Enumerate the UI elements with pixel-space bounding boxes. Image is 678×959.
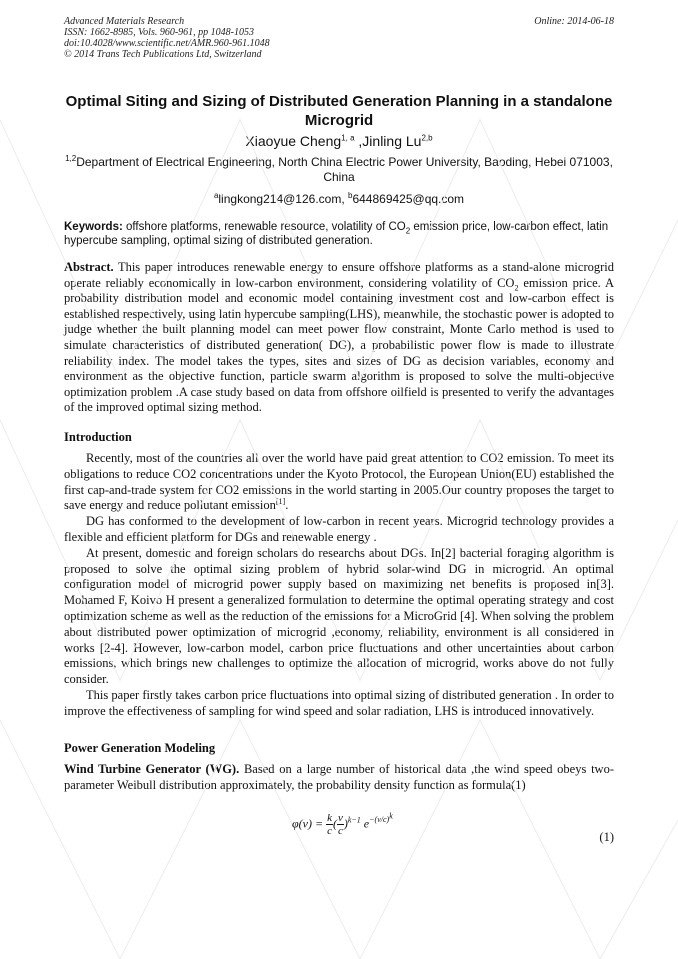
- intro-paragraph-4: This paper firstly takes carbon price fluctuations into optimal sizing of distributed generation . In order to improve the effectiveness of sampling for wind speed and solar radiation, LHS is introduced innovatively.: [64, 687, 614, 718]
- author-2-sup: 2,b: [421, 133, 433, 143]
- journal-name: Advanced Materials Research: [64, 16, 185, 27]
- wtg-paragraph: [64, 762, 614, 794]
- intro-p1-text: Recently, most of the countries all over the world have paid great attention to CO2 emission. To meet its obligations to reduce CO2 concentrations under the Kyoto Protocol, the European Union(EU) established the first cap-and-trade system for CO2 emissions in the world starting in 2005.Our country proposes the target to save energy and reduce pollutant emission: [64, 450, 614, 513]
- formula-frac-den: c: [327, 825, 332, 838]
- author-2-name: Jinling Lu: [362, 133, 422, 149]
- abstract-part2: emission price. A probability distribution model and economic model containing investment cost and low-carbon effect is established respectively, using latin hypercube sampling(LHS), meanwhile, the stochastic power is adopted to judge whether the built planning model can meet power flow constraint, Monte Carlo method is used to simulate characteristics of distributed generation( DG), a probabilistic power flow is made to illustrate reliability index. The model takes the types, sites and sizes of DG as decision variables, economy and environment as the objective function, particle swarm algorithm is proposed to solve the multi-objective optimization problem .A case study based on data from offshore oilfield is presented to verify the advantages of the improved optimal sizing method.: [64, 275, 614, 415]
- affiliation-sup: 1,2: [65, 154, 77, 163]
- email-a: lingkong214@126.com,: [218, 192, 348, 206]
- intro-paragraph-3: At present, domestic and foreign scholars do researchs about DGs. In[2] bacterial foraging algorithm is proposed to solve the optimal sizing problem of hybrid solar-wind DG in microgrid. An optimal configuration model of microgrid power supply based on maximizing net benefits is proposed in[3]. Mohamed F, Koivo H present a generalized formulation to determine the optimal operating strategy and cost optimization scheme as well as the reduction of the emissions for a MicroGrid [4]. When solving the problem about distributed power optimization of microgrid ,economy, reliability, environment is all considered in works [2-4]. However, low-carbon model, carbon price fluctuations and other uncertainties about carbon emissions, which brings new challenges to optimize the allocation of microgrid, works above do not fully consider.: [64, 545, 614, 687]
- formula-exp-base: −(v/c): [369, 815, 390, 825]
- affiliation-text: Department of Electrical Engineering, North China Electric Power University, Baoding, Hebei 071003, China: [76, 155, 613, 184]
- affiliation: [64, 155, 614, 185]
- formula-frac-num: k: [327, 812, 332, 825]
- abstract-part1: This paper introduces renewable energy to ensure offshore platforms as a stand-alone microgrid operate reliably economically in low-carbon environment, considering volatility of CO: [64, 260, 614, 290]
- formula-frac2-num: v: [337, 812, 343, 825]
- author-1-sup: 1, a: [341, 133, 355, 143]
- intro-p1-end: .: [285, 498, 289, 513]
- keywords-label: Keywords:: [64, 221, 123, 233]
- abstract-sub: 2: [514, 283, 519, 293]
- formula-number: (1): [599, 830, 614, 845]
- formula-frac2-den: c: [337, 825, 343, 838]
- intro-p1-ref: [1]: [275, 497, 286, 507]
- formula-power: k−1: [347, 815, 361, 825]
- abstract-label: Abstract.: [64, 260, 114, 274]
- introduction-heading: Introduction: [64, 429, 132, 444]
- issn-line: ISSN: 1662-8985, Vols. 960-961, pp 1048-1053: [64, 27, 254, 38]
- journal-header: [64, 16, 614, 60]
- paper-title: Optimal Siting and Sizing of Distributed Generation Planning in a standalone Microgrid: [65, 93, 613, 129]
- keywords: [64, 220, 614, 248]
- intro-paragraph-1: [64, 451, 614, 514]
- intro-paragraph-2: DG has conformed to the development of low-carbon in recent years. Microgrid technology provides a flexible and efficient platform for DGs and renewable energy .: [64, 514, 614, 544]
- wtg-label: Wind Turbine Generator (WG).: [64, 762, 240, 777]
- author-separator: ,: [354, 133, 363, 149]
- power-modeling-heading: Power Generation Modeling: [64, 741, 216, 756]
- author-1-name: Xiaoyue Cheng: [245, 133, 342, 149]
- copyright-line: © 2014 Trans Tech Publications Ltd, Switzerland: [64, 49, 262, 60]
- formula-expression: φ(v) = $\frac{k}{c}$ ( $\frac{v}{c}$ )$^{k-1}$ $e^{-(v/c)^k}$: [292, 811, 393, 838]
- wtg-text: Based on a large number of historical data ,the wind speed obeys two-parameter Weibull distribution approximately, the probability density function as formula(1): [64, 762, 614, 793]
- formula-frac-v-c: [337, 812, 344, 837]
- doi-line: doi:10.4028/www.scientific.net/AMR.960-961.1048: [64, 38, 270, 49]
- formula-lhs: φ(v) =: [292, 816, 324, 831]
- email-a-sup: a: [213, 191, 219, 200]
- abstract: [64, 260, 614, 416]
- online-date: Online: 2014-06-18: [534, 16, 614, 27]
- formula-e: e: [363, 816, 370, 831]
- keywords-before: offshore platforms, renewable resource, volatility of CO: [122, 221, 406, 233]
- formula-exponent: [369, 811, 393, 825]
- author-line: [64, 133, 614, 149]
- keywords-sub: 2: [405, 226, 411, 236]
- keywords-after: emission price, low-carbon effect, latin hypercube sampling, optimal sizing of distributed generation.: [64, 221, 609, 247]
- email-b-sup: b: [348, 191, 353, 200]
- email-line: [64, 192, 614, 206]
- formula-frac-k-c: [326, 812, 333, 837]
- formula-exp-k: k: [389, 811, 393, 821]
- email-b: 644869425@qq.com: [352, 192, 465, 206]
- formula-1: [64, 806, 614, 854]
